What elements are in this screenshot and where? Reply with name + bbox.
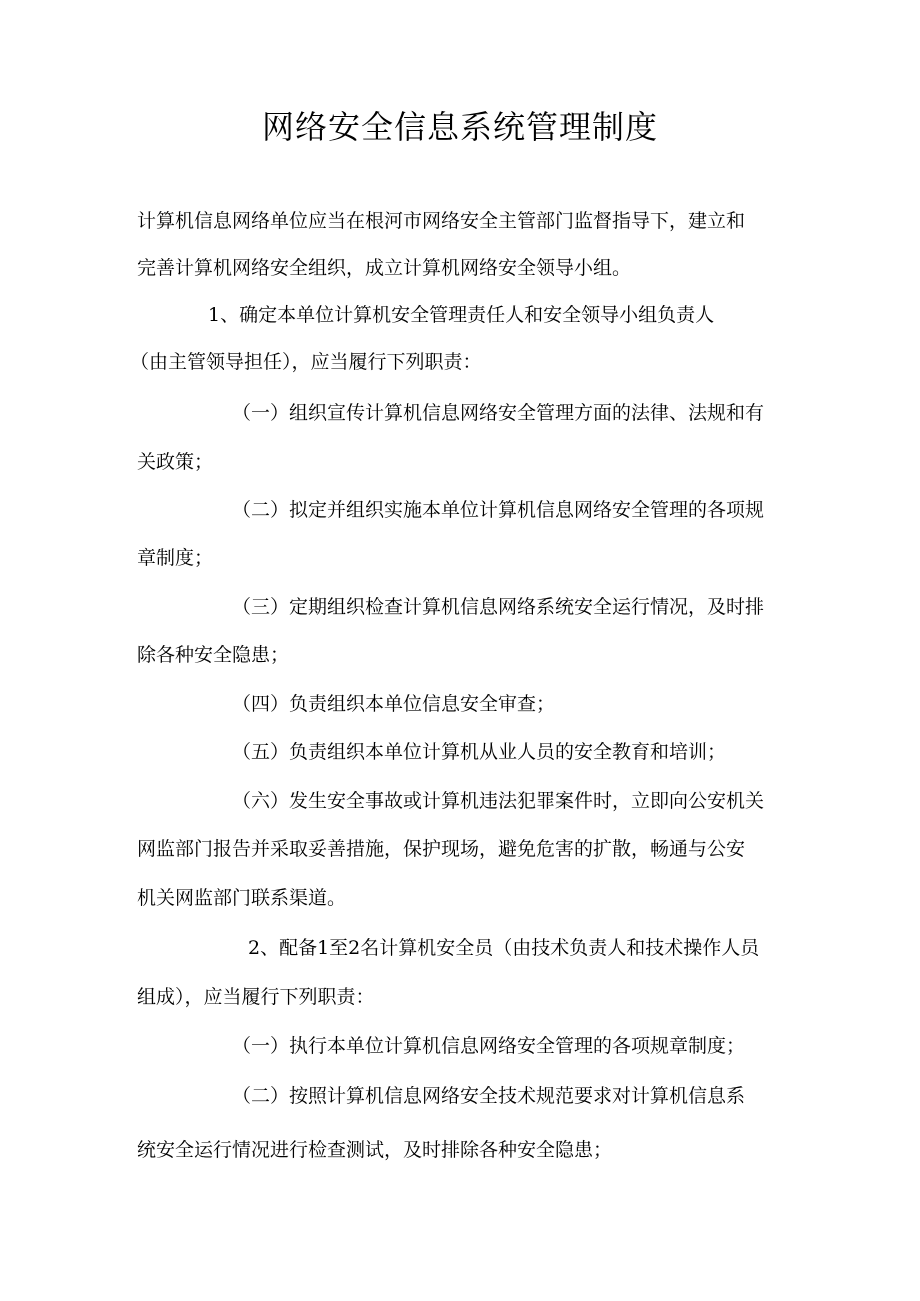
section-1-item-2-line-2: 章制度； [137,547,214,569]
section-1-item-6-line-1: （六）发生安全事故或计算机违法犯罪案件时，立即向公安机关 [232,790,765,812]
section-1-item-1-line-2: 关政策； [137,451,214,473]
section-1-heading-line-2: （由主管领导担任），应当履行下列职责： [130,351,482,373]
section-2-item-2-line-2: 统安全运行情况进行检查测试，及时排除各种安全隐患； [137,1139,613,1161]
intro-line-1: 计算机信息网络单位应当在根河市网络安全主管部门监督指导下，建立和 [137,210,746,232]
section-2-heading-line-2: 组成），应当履行下列职责： [137,986,375,1008]
section-1-item-5: （五）负责组织本单位计算机从业人员的安全教育和培训； [232,741,727,763]
section-1-item-3-line-2: 除各种安全隐患； [137,644,290,666]
section-1-item-1-line-1: （一）组织宣传计算机信息网络安全管理方面的法律、法规和有 [232,402,765,424]
section-2-item-2-line-1: （二）按照计算机信息网络安全技术规范要求对计算机信息系 [232,1085,746,1107]
section-2-item-1: （一）执行本单位计算机信息网络安全管理的各项规章制度； [232,1035,746,1057]
section-1-item-4: （四）负责组织本单位信息安全审查； [232,693,556,715]
intro-line-2: 完善计算机网络安全组织，成立计算机网络安全领导小组。 [137,257,632,279]
section-1-item-3-line-1: （三）定期组织检查计算机信息网络系统安全运行情况，及时排 [232,596,765,618]
section-1-heading-line-1: 1、确定本单位计算机安全管理责任人和安全领导小组负责人 [208,304,715,326]
section-1-item-6-line-2: 网监部门报告并采取妥善措施，保护现场，避免危害的扩散，畅通与公安 [137,838,746,860]
section-1-item-2-line-1: （二）拟定并组织实施本单位计算机信息网络安全管理的各项规 [232,499,765,521]
document-title: 网络安全信息系统管理制度 [261,108,658,146]
section-1-item-6-line-3: 机关网监部门联系渠道。 [137,887,347,909]
section-2-heading-line-1: 2、配备1至2名计算机安全员（由技术负责人和技术操作人员 [248,937,760,959]
